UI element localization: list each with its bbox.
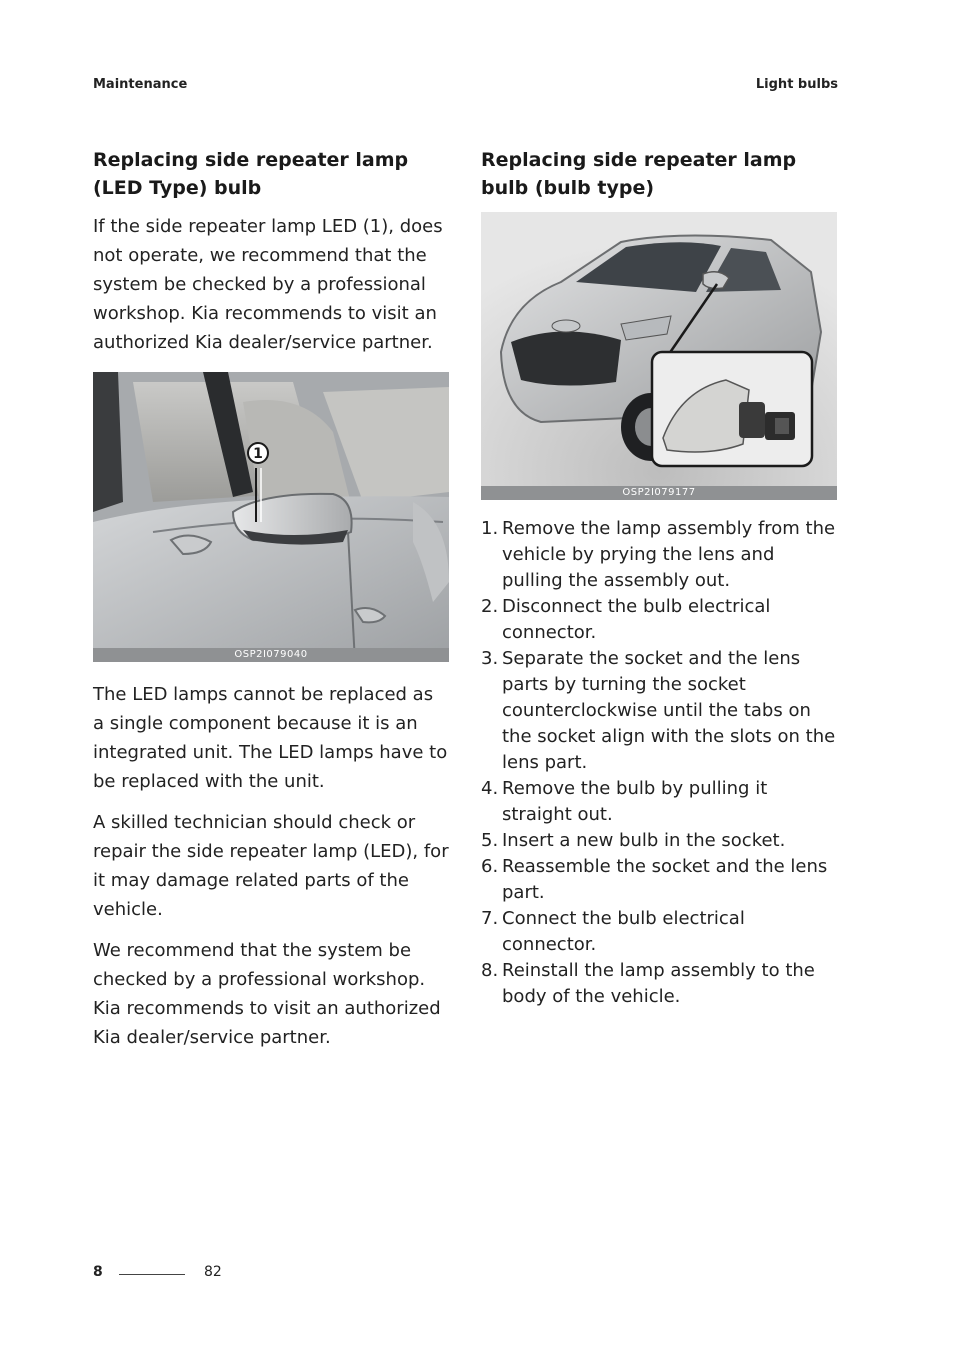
side-mirror-figure (93, 372, 449, 662)
step-item: 2. Disconnect the bulb electrical connector. (481, 596, 771, 643)
page-footer (93, 1264, 293, 1284)
step-item: 1. Remove the lamp assembly from the vehicle by prying the lens and pulling the assembly out. (481, 518, 836, 591)
header-topic: Light bulbs (755, 77, 838, 92)
car-figure (481, 212, 837, 500)
callout-number: 1 (253, 446, 263, 462)
step-item: 8. Reinstall the lamp assembly to the body of the vehicle. (481, 960, 815, 1007)
header-section: Maintenance (93, 77, 188, 92)
page-number: 82 (204, 1264, 222, 1280)
step-item: 4. Remove the bulb by pulling it straight out. (481, 778, 768, 825)
replacement-steps (481, 516, 837, 1010)
figure-code-right: OSP2I079177 (481, 486, 837, 500)
led-paragraph-2: A skilled technician should check or repair the side repeater lamp (LED), for it may damage related parts of the vehicle. (93, 812, 449, 920)
step-item: 6. Reassemble the socket and the lens part. (481, 856, 828, 903)
led-heading: Replacing side repeater lamp (LED Type) bulb (93, 149, 409, 199)
figure-code-left: OSP2I079040 (93, 648, 449, 662)
car-illustration (481, 212, 837, 500)
footer-rule (119, 1274, 185, 1275)
chapter-number: 8 (93, 1264, 103, 1280)
led-paragraph-1: The LED lamps cannot be replaced as a single component because it is an integrated unit. The LED lamps have to be replaced with the unit. (93, 684, 448, 792)
step-item: 5. Insert a new bulb in the socket. (481, 830, 786, 851)
right-column (481, 146, 837, 1010)
bulb-heading: Replacing side repeater lamp bulb (bulb type) (481, 149, 797, 199)
led-paragraph-3: We recommend that the system be checked by a professional workshop. Kia recommends to visit an authorized Kia dealer/service partner. (93, 940, 441, 1048)
step-item: 7. Connect the bulb electrical connector. (481, 908, 745, 955)
step-item: 3. Separate the socket and the lens parts by turning the socket counterclockwise until the tabs on the socket align with the slots on the lens part. (481, 648, 836, 773)
left-column (93, 146, 449, 1064)
led-intro: If the side repeater lamp LED (1), does not operate, we recommend that the system be checked by a professional workshop. Kia recommends to visit an authorized Kia dealer/service partner. (93, 216, 443, 353)
side-mirror-illustration (93, 372, 449, 662)
